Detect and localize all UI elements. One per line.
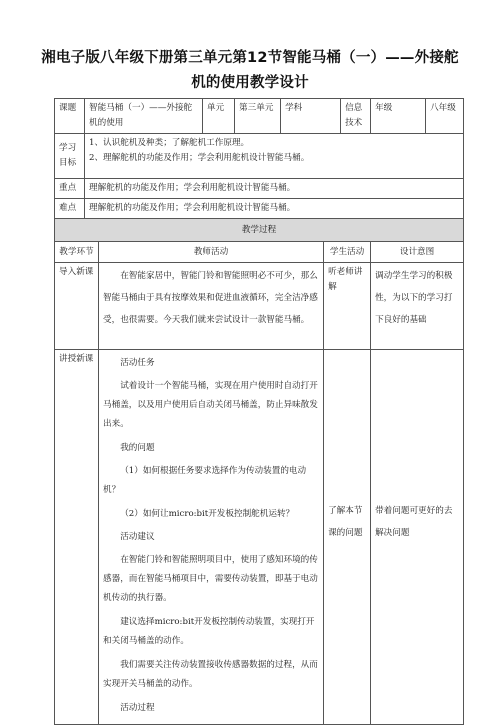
difficulties-label: 难点 bbox=[55, 199, 85, 219]
info-row bbox=[55, 99, 464, 134]
header-student: 学生活动 bbox=[324, 242, 371, 263]
lecture-p1: 活动任务 bbox=[120, 358, 155, 368]
lecture-p6: 活动建议 bbox=[120, 532, 155, 542]
header-teacher: 教师活动 bbox=[99, 242, 324, 263]
lecture-p3: 我的问题 bbox=[120, 443, 155, 453]
lecture-p9: 我们需要关注传动装置接收传感器数据的过程，从而实现开关马桶盖的动作。 bbox=[103, 660, 318, 689]
key-points-row bbox=[55, 179, 464, 199]
lecture-teacher bbox=[99, 350, 324, 725]
difficulties-value: 理解舵机的功能及作用；学会利用舵机设计智能马桶。 bbox=[85, 199, 464, 219]
lecture-student bbox=[324, 350, 371, 725]
goal-line-2: 2、理解舵机的功能及作用；学会利用舵机设计智能马桶。 bbox=[89, 153, 310, 163]
lecture-p4: （1）如何根据任务要求选择作为传动装置的电动机？ bbox=[103, 466, 307, 495]
header-design: 设计意图 bbox=[371, 242, 464, 263]
grade-value: 八年级 bbox=[426, 99, 464, 134]
lesson-value: 智能马桶（一）——外接舵机的使用 bbox=[85, 99, 203, 134]
process-header-row bbox=[55, 242, 464, 263]
lecture-p8: 建议选择micro:bit开发板控制传动装置，实现打开和关闭马桶盖的动作。 bbox=[103, 617, 315, 646]
unit-value: 第三单元 bbox=[235, 99, 281, 134]
intro-design: 调动学生学习的积极性，为以下的学习打下良好的基础 bbox=[371, 263, 464, 350]
lecture-p10: 活动过程 bbox=[120, 703, 155, 713]
lecture-design bbox=[371, 350, 464, 725]
key-points-label: 重点 bbox=[55, 179, 85, 199]
unit-label: 单元 bbox=[203, 99, 235, 134]
lesson-plan-table bbox=[54, 98, 464, 725]
process-title-row bbox=[55, 219, 464, 242]
intro-student: 听老师讲解 bbox=[324, 263, 371, 350]
key-points-value: 理解舵机的功能及作用；学会利用舵机设计智能马桶。 bbox=[85, 179, 464, 199]
intro-teacher bbox=[99, 263, 324, 350]
goals-label: 学习目标 bbox=[55, 134, 85, 179]
lecture-stage: 讲授新课 bbox=[55, 350, 99, 725]
title-line-2: 机的使用教学设计 bbox=[191, 75, 309, 91]
lecture-p2: 试着设计一个智能马桶，实现在用户使用时自动打开马桶盖，以及用户使用后自动关闭马桶盖，防止异味散发出来。 bbox=[103, 381, 318, 429]
lecture-row bbox=[55, 350, 464, 725]
intro-row bbox=[55, 263, 464, 350]
process-title: 教学过程 bbox=[55, 219, 464, 242]
lecture-p5: （2）如何让micro:bit开发板控制舵机运转？ bbox=[120, 509, 295, 519]
header-stage: 教学环节 bbox=[55, 242, 99, 263]
intro-teacher-text: 在智能家居中，智能门铃和智能照明必不可少，那么智能马桶由于具有按摩效果和促进血液循环，完全洁净感受，也很需要。今天我们就来尝试设计一款智能马桶。 bbox=[103, 271, 318, 325]
document-title bbox=[40, 46, 460, 96]
goals-content bbox=[85, 134, 464, 179]
lecture-student-text: 了解本节课的问题 bbox=[328, 506, 363, 538]
goals-row bbox=[55, 134, 464, 179]
goal-line-1: 1、认识舵机及种类；了解舵机工作原理。 bbox=[89, 138, 250, 148]
lecture-design-text: 带着问题可更好的去解决问题 bbox=[375, 506, 453, 538]
subject-label: 学科 bbox=[281, 99, 341, 134]
title-line-1: 湘电子版八年级下册第三单元第12节智能马桶（一）——外接舵 bbox=[41, 50, 459, 66]
grade-label: 年级 bbox=[371, 99, 426, 134]
intro-stage: 导入新课 bbox=[55, 263, 99, 350]
difficulties-row bbox=[55, 199, 464, 219]
lesson-label: 课题 bbox=[55, 99, 85, 134]
subject-value: 信息技术 bbox=[341, 99, 371, 134]
lecture-p7: 在智能门铃和智能照明项目中，使用了感知环境的传感器，而在智能马桶项目中，需要传动装置，即基于电动机传动的执行器。 bbox=[103, 555, 318, 603]
